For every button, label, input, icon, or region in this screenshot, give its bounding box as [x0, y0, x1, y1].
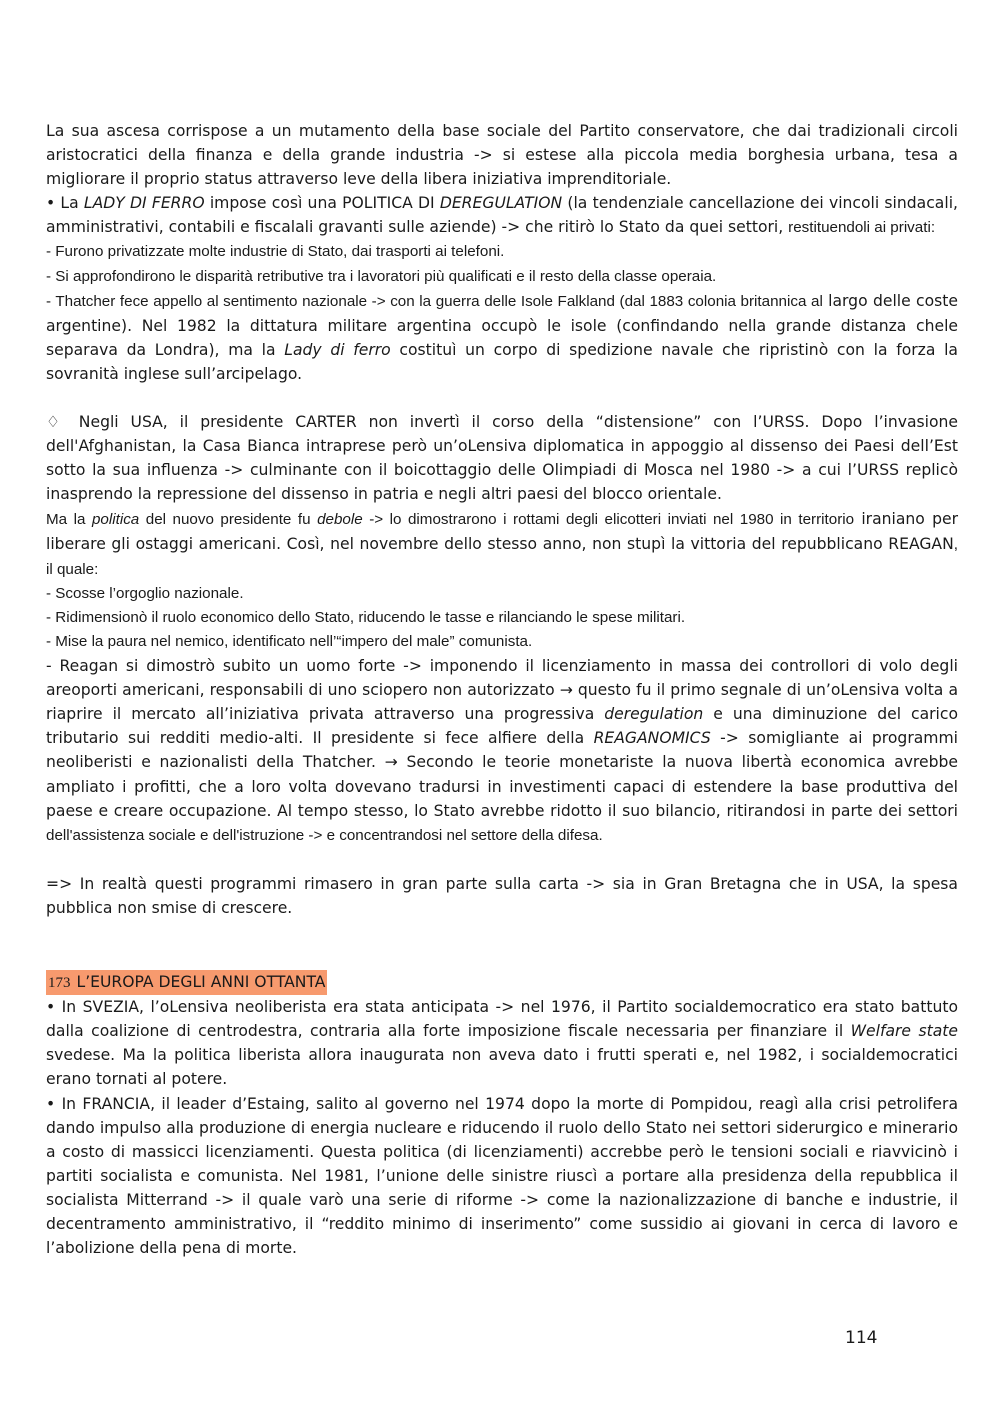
text-segment: - Mise la paura nel nemico, identificato nell’“impero del male” comunista. [46, 632, 533, 650]
text-segment: • La [46, 194, 84, 213]
text-segment: - Ridimensionò il ruolo economico dello Stato, riducendo le tasse e rilanciando le spese militari. [46, 608, 686, 626]
paragraph [46, 606, 958, 630]
text-segment: - Scosse l’orgoglio nazionale. [46, 584, 244, 602]
paragraph [46, 582, 958, 606]
text-segment: - Si approfondirono le disparità retributive tra i lavoratori più qualificati e il resto della classe operaia. [46, 267, 717, 285]
italic-text: deregulation [604, 705, 704, 724]
document-body [46, 119, 958, 1260]
italic-text: REAGANOMICS [593, 729, 711, 748]
paragraph [46, 995, 958, 1091]
text-segment: • In FRANCIA, il leader d’Estaing, salito al governo nel 1974 dopo la morte di Pompidou, reagì alla crisi petrolifera dando impulso alla produzione di energia nucleare e riducendo il ruolo dello Stato nei settori siderurgico e minerario a costo di massicci licenziamenti. Questa politica (di licenziamenti) accrebbe però le tensioni sociali e riavvicinò i partiti socialista e comunista. Nel 1981, l’unione delle sinistre riuscì a portare alla presidenza della repubblica il socialista Mitterrand -> il quale varò una serie di riforme -> come la nazionalizzazione di banche e industrie, il decentramento amministrativo, il “reddito minimo di inserimento” come sussidio ai giovani in cerca di lavoro e l’abolizione della pena di morte. [46, 1094, 958, 1258]
text-segment: Ma la [46, 510, 92, 528]
text-segment: iraniano per liberare gli ostaggi americani. Così, nel novembre dello stesso anno, non stupì la vittoria del repubblicano REAGAN [46, 509, 958, 553]
paragraph [46, 507, 958, 582]
paragraph [46, 119, 958, 191]
text-segment: costituì un corpo di spedizione navale che ripristinò con la forza la sovranità inglese sull’arcipelago. [46, 340, 958, 383]
italic-text: politica [91, 510, 140, 528]
text-segment: e una diminuzione del carico tributario sui redditi medio-alti. Il presidente si fece alfiere della [46, 705, 958, 748]
section-gap [46, 920, 958, 970]
blank-line [46, 848, 958, 872]
text-segment: => In realtà questi programmi rimasero in gran parte sulla carta -> sia in Gran Bretagna che in USA, la spesa pubblica non smise di crescere. [46, 874, 958, 917]
text-segment: dell'assistenza sociale e dell'istruzione -> e concentrandosi nel settore della difesa. [46, 826, 603, 844]
italic-text: LADY DI FERRO [83, 194, 205, 213]
text-segment: - Thatcher fece appello al sentimento nazionale -> con la guerra delle Isole Falkland (dal 1883 colonia britannica al [46, 292, 823, 310]
text-segment: • In SVEZIA, l’oLensiva neoliberista era stata anticipata -> nel 1976, il Partito socialdemocratico era stato battuto dalla coalizione di centrodestra, contraria alla forte imposizione fiscale necessaria per finanziare il [46, 998, 958, 1041]
text-segment: impose così una POLITICA DI [204, 194, 440, 213]
text-segment: (la tendenziale cancellazione dei vincoli sindacali, amministrativi, contabili e fiscalali gravanti sulle aziende) -> che ritirò lo Stato da quei settori, [46, 194, 958, 237]
paragraph [46, 1092, 958, 1261]
italic-text: Welfare state [850, 1022, 958, 1041]
text-segment: La sua ascesa corrispose a un mutamento della base sociale del Partito conservatore, che dai tradizionali circoli aristocratici della finanza e della grande industria -> si estese alla piccola media borghesia urbana, tesa a migliorare il proprio status attraverso leve della libera iniziativa imprenditoriale. [46, 122, 958, 189]
paragraph [46, 630, 958, 654]
paragraph [46, 654, 958, 848]
paragraph [46, 872, 958, 920]
page-number: 114 [845, 1328, 878, 1348]
paragraph [46, 265, 958, 289]
text-segment: largo delle coste argentine). Nel 1982 la dittatura militare argentina occupò le isole (confindando nella grande distanza chele separava da Londra), ma la [46, 291, 958, 359]
italic-text: debole [317, 510, 363, 528]
text-segment: -> somigliante ai programmi neoliberisti e nazionalisti della Thatcher. → Secondo le teorie monetariste la nuova libertà economica avrebbe ampliato i profitti, che a loro volta dovevano tradursi in investimenti capaci di estendere la base produttiva del paese e creare occupazione. Al tempo stesso, lo Stato avrebbe ridotto il suo bilancio, ritirandosi in parte dei settori [46, 729, 958, 820]
text-segment: -> lo dimostrarono i rottami degli elicotteri inviati nel 1980 in territorio [362, 510, 855, 528]
paragraph [46, 191, 958, 240]
header-mark [490, 0, 510, 3]
text-segment: , il quale: [46, 535, 958, 578]
blank-line [46, 386, 958, 410]
section-number: 173 [48, 975, 71, 992]
italic-text: DEREGULATION [439, 194, 563, 213]
text-segment: ♢ Negli USA, il presidente CARTER non invertì il corso della “distensione” con l’URSS. Dopo l’invasione dell'Afghanistan, la Casa Bianca intraprese però un’oLensiva diplomatica in appoggio al dissenso dei Paesi dell’Est sotto la sua influenza -> culminante con il boicottaggio delle Olimpiadi di Mosca nel 1980 -> a cui l’URSS replicò inasprendo la repressione del dissenso in patria e negli altri paesi del blocco orientale. [46, 413, 958, 504]
text-segment: - Furono privatizzate molte industrie di Stato, dai trasporti ai telefoni. [46, 243, 505, 261]
paragraph [46, 410, 958, 506]
paragraph [46, 289, 958, 386]
italic-text: Lady di ferro [284, 340, 391, 359]
text-segment: - Reagan si dimostrò subito un uomo forte -> imponendo il licenziamento in massa dei controllori di volo degli areoporti americani, responsabili di uno sciopero non autorizzato → questo fu il primo segnale di un’oLensiva volta a riaprire il mercato all’iniziativa privata attraverso una progressiva [46, 657, 958, 724]
section-title: L’EUROPA DEGLI ANNI OTTANTA [76, 973, 326, 992]
paragraph [46, 240, 958, 264]
text-segment: restituendoli ai privati: [788, 219, 936, 237]
text-segment: del nuovo presidente fu [139, 510, 318, 528]
section-heading-highlight [46, 970, 327, 995]
section-heading [46, 970, 958, 995]
text-segment: svedese. Ma la politica liberista allora inaugurata non aveva dato i frutti sperati e, nel 1982, i socialdemocratici erano tornati al potere. [46, 1046, 958, 1089]
